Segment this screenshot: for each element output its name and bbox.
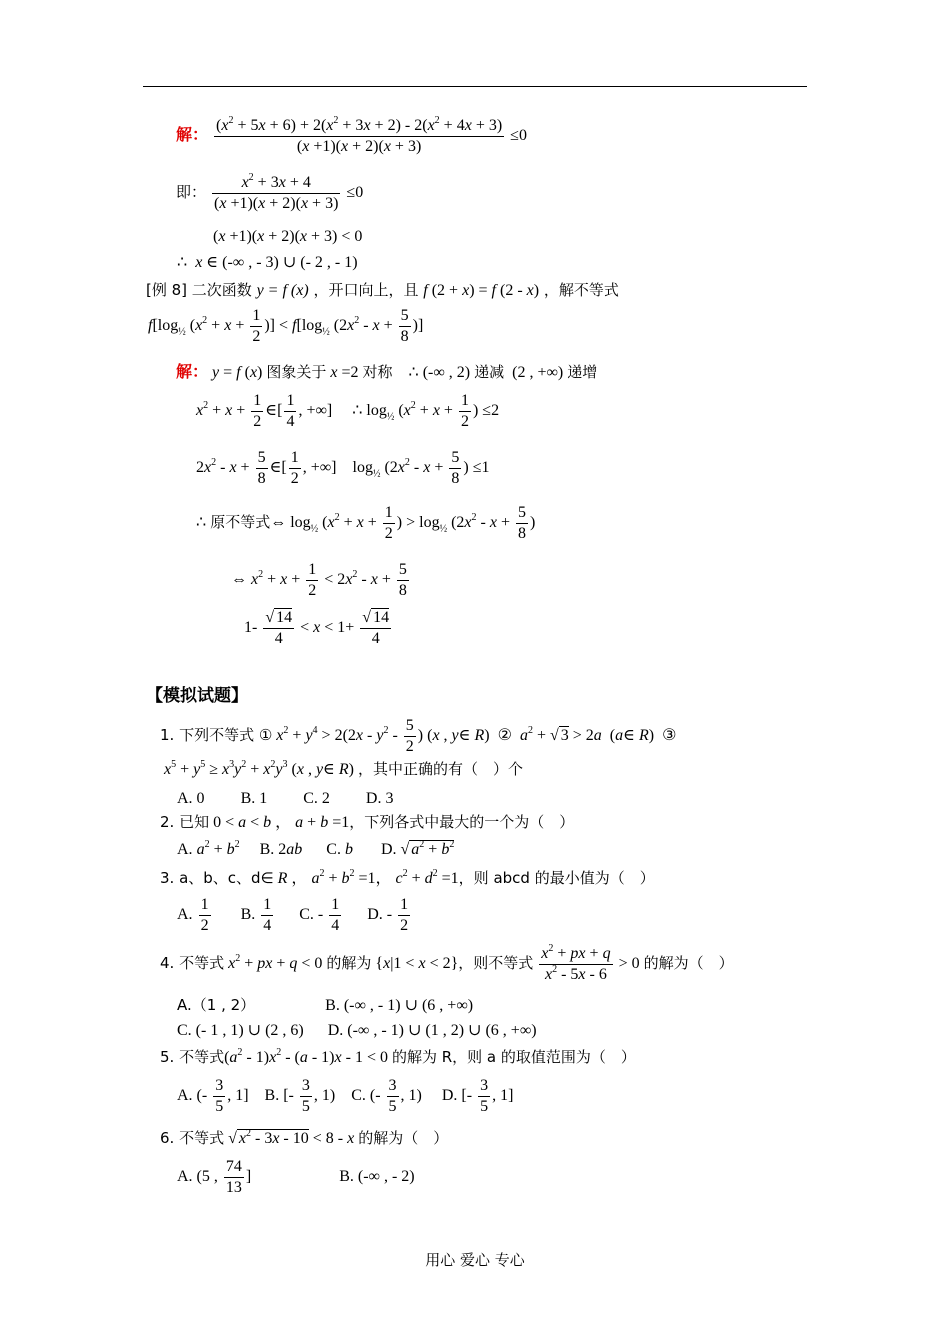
question-3: 3. a、b、c、d∈ R ， $a^2 + b^2 =1$， $c^2 + d^2 =1$，则 abcd 的最小值为（ ） (160, 868, 655, 887)
q1-option-c: C. 2 (303, 790, 330, 807)
q1-option-b: B. 1 (240, 790, 268, 807)
ie-label: 即： (176, 183, 207, 202)
solution-8-line-4: ∴ 原不等式⇔ $\log_{\frac{1}{2}} (x^2 + x$ + $\frac{1}{2}$ ) > $\log_{\frac{1}{2}} (2x^2$ - x + $\frac{5}{8}$ ) (196, 504, 536, 542)
question-4-options-ab: A.（1 , 2） B. (-∞ , - 1) ∪ (6 , +∞) (177, 996, 474, 1014)
solution-8-line-1: 解： y = f (x) 图象关于 x =2 对称 ∴ (-∞ , 2) 递减 (2 , +∞) 递增 (176, 362, 598, 381)
example-8-inequality: $f[\log_{\frac{1}{2}}$ ($x^2 + x$ + $\frac{1}{2}$ )] < $f[\log_{\frac{1}{2}}$ ($2x^2$ - x + $\frac{5}{8}$ )] (148, 307, 424, 345)
solution-step-1: 解： $\frac{(x^2 + 5x + 6) + 2(x^2 + 3x + 2) - 2(x^2 + 4x + 3)}{(x +1)(x + 2)(x + 3)}$ ≤0 (176, 115, 527, 155)
question-1: 1. 下列不等式 ① $x^2 + y^4 > 2(2x - y^2$ - $\frac{5}{2}$ ) (x , y∈ R) ② $a^2$ + √ 3 > 2a (a∈ R) ③ (160, 717, 677, 755)
example-8-stem: [例 8] 二次函数 y = f (x) ，开口向上，且 f (2 + x) = f (2 - x) ，解不等式 (146, 281, 619, 299)
question-2: 2. 已知 0 < a < b ， a + b =1，下列各式中最大的一个为（ ） (160, 813, 575, 831)
question-5-options: A. (- $\frac{3}{5}$ , 1] B. [- $\frac{3}{5}$ , 1) C. (- $\frac{3}{5}$ , 1) D. [- $\frac{3}{5}$ , 1] (177, 1077, 514, 1115)
question-1-options (177, 791, 393, 807)
q1-option-a: A. 0 (177, 790, 205, 807)
header-rule (143, 86, 807, 87)
solution-step-3: (x +1)(x + 2)(x + 3) < 0 (213, 228, 363, 245)
question-6: 6. 不等式 √ $x^2 - 3x - 10 < 8 - x$ 的解为（ ） (160, 1128, 449, 1147)
question-5: 5. 不等式$(a^2 - 1)x^2 - (a - 1)x - 1 < 0$ 的解为 R，则 a 的取值范围为（ ） (160, 1047, 636, 1066)
solution-8-line-5: ⇔ $x^2 + x$ + $\frac{1}{2}$ < $2x^2$ - x + $\frac{5}{8}$ (231, 561, 407, 599)
question-4: 4. 不等式 $x^2$ + px + q < 0 的解为 {x|1 < x < 2}，则不等式 $\frac{x^2 + px + q}{x^2 - 5x - 6}$ > 0 的解为（ ） (160, 943, 734, 983)
question-2-options: A. $a^2 + b^2$ B. 2ab C. b D. √ $a^2 + b^2$ (177, 839, 455, 858)
question-1-cont: $x^5 + y^5 \ge x^3y^2 + x^2y^3$ (x , y∈ R) ，其中正确的有（ ）个 (164, 759, 524, 778)
solution-8-line-3: $2x^2$ - x + $\frac{5}{8}$ ∈[ $\frac{1}{2}$ , +∞] $\log_{\frac{1}{2}} (2x^2$ - x + $\frac{5}{8}$ ) ≤1 (196, 449, 490, 487)
question-3-options: A. $\frac{1}{2}$ B. $\frac{1}{4}$ C. - $\frac{1}{4}$ D. - $\frac{1}{2}$ (177, 896, 409, 934)
solution-label: 解： (176, 125, 209, 145)
solution-step-2: 即： $\frac{x^2 + 3x + 4}{(x +1)(x + 2)(x + 3)}$ ≤0 (176, 172, 364, 212)
question-6-options: A. (5 , $\frac{74}{13}$ ] B. (-∞ , - 2) (177, 1158, 415, 1196)
q1-option-d: D. 3 (365, 790, 394, 807)
solution-result: ∴ x ∈ (-∞ , - 3) ∪ (- 2 , - 1) (177, 254, 358, 271)
solution-8-result: 1- $\frac{√ 14}{4}$ < x < 1+ $\frac{√ 14}{4}$ (244, 609, 390, 647)
solution-8-line-2: $x^2 + x$ + $\frac{1}{2}$ ∈[ $\frac{1}{4}$ , +∞] ∴ $\log_{\frac{1}{2}} (x^2 + x$ + $\frac{1}{2}$ ) ≤2 (196, 392, 500, 430)
section-title: 【模拟试题】 (146, 686, 248, 706)
footer-text: 用心 爱心 专心 (425, 1251, 525, 1269)
question-4-options-cd: C. (- 1 , 1) ∪ (2 , 6) D. (-∞ , - 1) ∪ (1 , 2) ∪ (6 , +∞) (177, 1022, 537, 1039)
